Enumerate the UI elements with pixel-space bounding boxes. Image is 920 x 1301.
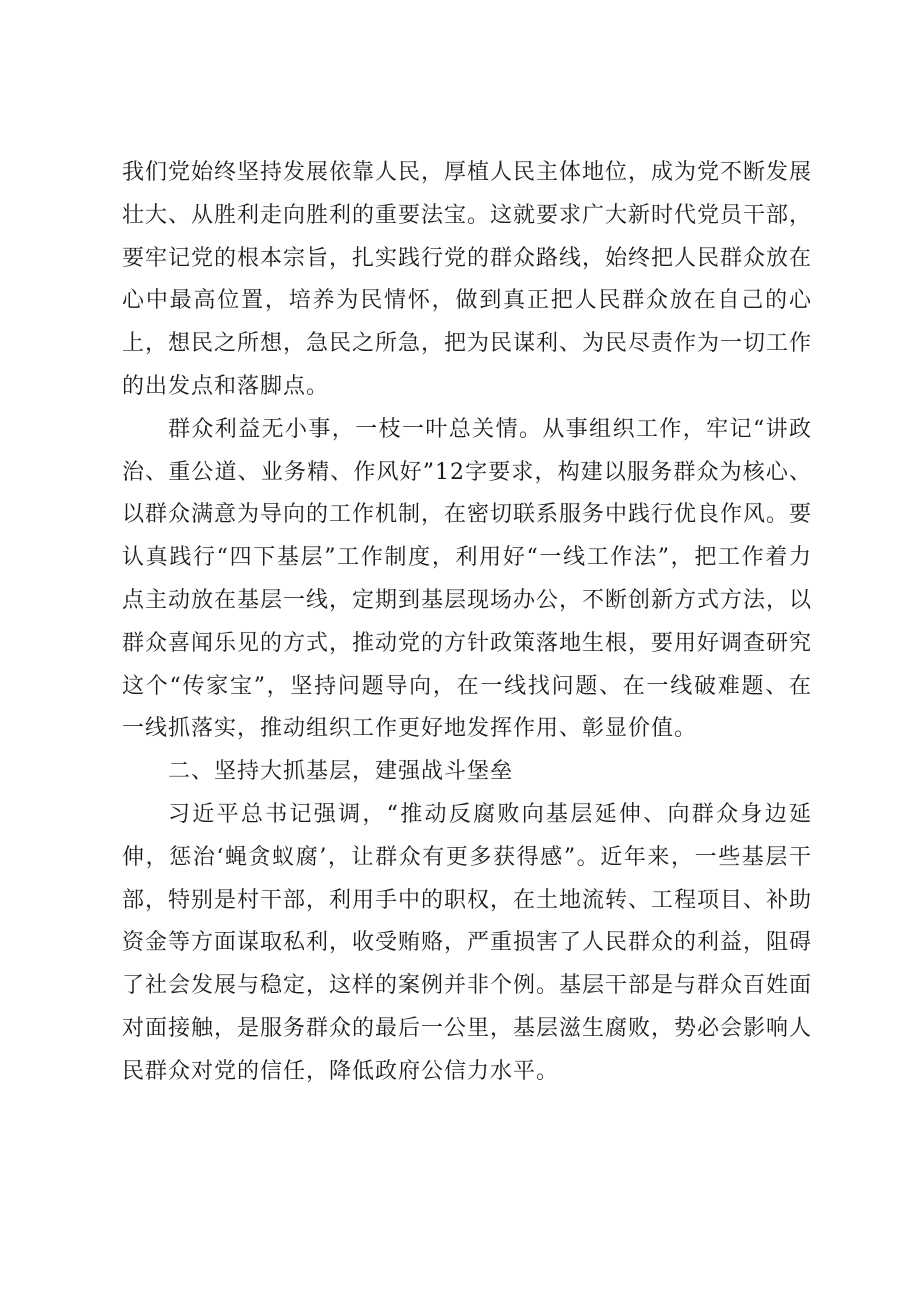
section-heading: 二、坚持大抓基层，建强战斗堡垒 [168, 759, 514, 785]
document-body [122, 152, 812, 1094]
paragraph-anti-corruption: 习近平总书记强调，“推动反腐败向基层延伸、向群众身边延伸，惩治‘蝇贪蚁腐’，让群众有更多获得感”。近年来，一些基层干部，特别是村干部，利用手中的职权，在土地流转、工程项目、补助资金等方面谋取私利，收受贿赂，严重损害了人民群众的利益，阻碍了社会发展与稳定，这样的案例并非个例。基层干部是与群众百姓面对面接触，是服务群众的最后一公里，基层滋生腐败，势必会影响人民群众对党的信任，降低政府公信力水平。 [122, 801, 813, 1084]
paragraph-organization-work: 群众利益无小事，一枝一叶总关情。从事组织工作，牢记“讲政治、重公道、业务精、作风好”12字要求，构建以服务群众为核心、以群众满意为导向的工作机制，在密切联系服务中践行优良作风。要认真践行“四下基层”工作制度，利用好“一线工作法”，把工作着力点主动放在基层一线，定期到基层现场办公，不断创新方式方法，以群众喜闻乐见的方式，推动党的方针政策落地生根，要用好调查研究这个“传家宝”，坚持问题导向，在一线找问题、在一线破难题、在一线抓落实，推动组织工作更好地发挥作用、彰显价值。 [122, 416, 813, 742]
paragraph-people-centered: 我们党始终坚持发展依靠人民，厚植人民主体地位，成为党不断发展壮大、从胜利走向胜利的重要法宝。这就要求广大新时代党员干部，要牢记党的根本宗旨，扎实践行党的群众路线，始终把人民群众放在心中最高位置，培养为民情怀，做到真正把人民群众放在自己的心上，想民之所想，急民之所急，把为民谋利、为民尽责作为一切工作的出发点和落脚点。 [122, 160, 813, 399]
